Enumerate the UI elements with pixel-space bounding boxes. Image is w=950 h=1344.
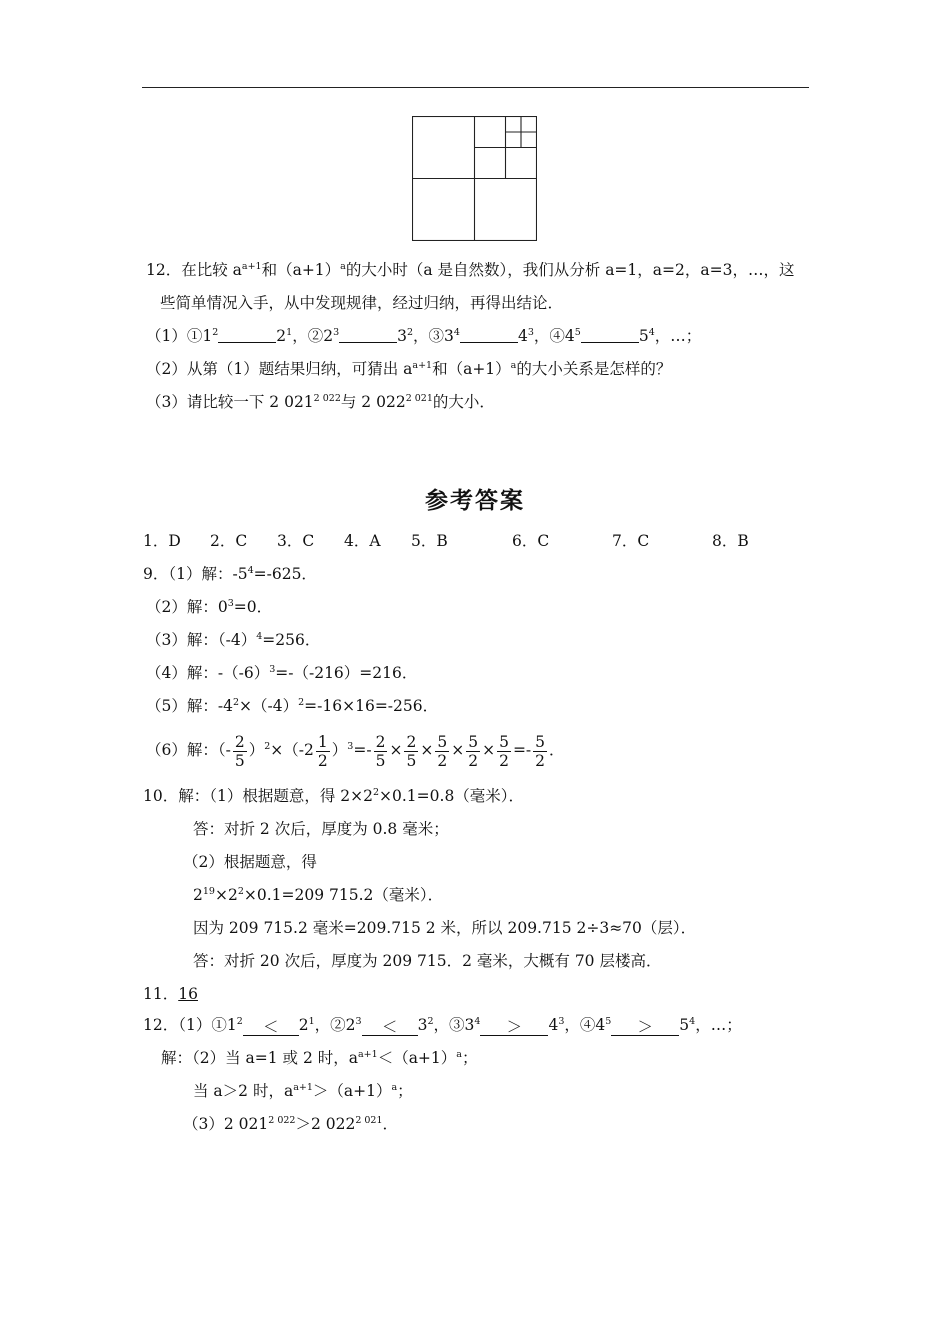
q12-part2: （2）从第（1）题结果归纳，可猜出 $a^{a+1}$和$(a+1)^a$的大小关系是怎样的？ xyxy=(146,360,672,378)
a10-line3: （2）根据题意，得 xyxy=(183,853,317,871)
a10-line4: $2^{19}\times 2^2\times 0.1=209$ 715.2（毫米）． xyxy=(193,886,444,904)
a12-line3: 当 a＞2 时，$a^{a+1}>(a+1)^a$； xyxy=(193,1082,413,1100)
answer-blank[interactable] xyxy=(460,328,518,343)
a10-line5: 因为 209 715.2 毫米=209.715 2 米，所以 209.715 2÷3≈70（层）． xyxy=(193,919,697,937)
answer-filled: ＜ xyxy=(362,1017,418,1036)
mc-answer: 8．B xyxy=(712,532,749,550)
a9-line3: （3）解：$(-4)^4=256$． xyxy=(146,631,321,649)
fraction: $\frac{5}{2}$ xyxy=(468,732,479,770)
fraction: $\frac{2}{5}$ xyxy=(234,732,245,770)
q12-stem-line2: 些简单情况入手，从中发现规律，经过归纳，再得出结论． xyxy=(160,294,564,312)
a9-line5: （5）解：$-4^2\times(-4)^2=-16\times 16=-256$． xyxy=(146,697,439,715)
mc-answer: 4．A xyxy=(344,532,381,550)
answer-filled: ＜ xyxy=(243,1017,299,1036)
mc-answer: 5．B xyxy=(411,532,448,550)
fraction: $\frac{1}{2}$ xyxy=(317,732,328,770)
a9-line4: （4）解：$-(-6)^3=-(-216)=216$． xyxy=(146,664,418,682)
mc-answer: 6．C xyxy=(512,532,550,550)
fraction: $\frac{5}{2}$ xyxy=(535,732,546,770)
fraction: $\frac{5}{2}$ xyxy=(437,732,448,770)
a9-line6: （6）解：（- $\frac{2}{5}$ ）$^2$×（-2 $\frac{1}{2}$ ）$^3$=- $\frac{2}{5}$ × $\frac{2}{5}$ × $\frac{5}{2}$ × $\frac{5}{2}$ × $\frac{5}{2}$ =- $\frac{5}{2}$ ． xyxy=(146,732,565,770)
a12-line2: 解：（2）当 a=1 或 2 时，$a^{a+1}<(a+1)^a$； xyxy=(161,1049,478,1067)
mc-answer: 3．C xyxy=(277,532,315,550)
fraction: $\frac{2}{5}$ xyxy=(406,732,417,770)
q12-stem-line1: 12．在比较 $a^{a+1}$和$(a+1)^a$的大小时（a 是自然数），我们从分析 a=1，a=2，a=3，…，这 xyxy=(146,261,795,279)
a9-line1: 9．（1）解：$-5^4=-625$． xyxy=(143,565,317,583)
mc-answer: 2．C xyxy=(210,532,248,550)
a11-answer: 16 xyxy=(178,985,198,1003)
a10-line2: 答：对折 2 次后，厚度为 0.8 毫米； xyxy=(193,820,449,838)
nested-squares-figure xyxy=(412,116,537,241)
mc-answer: 1．D xyxy=(143,532,181,550)
answers-title: 参考答案 xyxy=(425,488,525,514)
header-rule xyxy=(142,87,809,88)
a9-line2: （2）解：$0^3=0$． xyxy=(146,598,273,616)
q12-part3: （3）请比较一下 2 $021^{2 022}$与 2 $022^{2 021}$的大小． xyxy=(146,393,495,411)
a10-line1: 10．解：（1）根据题意，得 $2\times 2^2\times 0.1=0.8$（毫米）． xyxy=(143,787,525,805)
answer-blank[interactable] xyxy=(218,328,276,343)
a12-line1: 12．$(1)①1^2 < 2^1$，$②2^3 < 3^2$，$③3^4 > 4^3$，$④4^5 > 5^4$，…； xyxy=(143,1016,742,1036)
a12-line4: （3）2 $021^{2 022}>2$ $022^{2 021}$． xyxy=(183,1115,399,1133)
answer-blank[interactable] xyxy=(339,328,397,343)
fraction: $\frac{5}{2}$ xyxy=(499,732,509,770)
fraction: $\frac{2}{5}$ xyxy=(375,732,386,770)
a10-line6: 答：对折 20 次后，厚度为 209 715．2 毫米，大概有 70 层楼高． xyxy=(193,952,662,970)
answer-blank[interactable] xyxy=(581,328,639,343)
mc-answer: 7．C xyxy=(612,532,650,550)
answer-filled: ＞ xyxy=(480,1017,548,1036)
q12-part1: $(1)①1^2$ $2^1$，$②2^3$ $3^2$，$③3^4$ $4^3$，$④4^5$ $5^4$，…； xyxy=(146,327,702,345)
a11-line: 11．16 xyxy=(143,985,198,1003)
answer-filled: ＞ xyxy=(611,1017,679,1036)
